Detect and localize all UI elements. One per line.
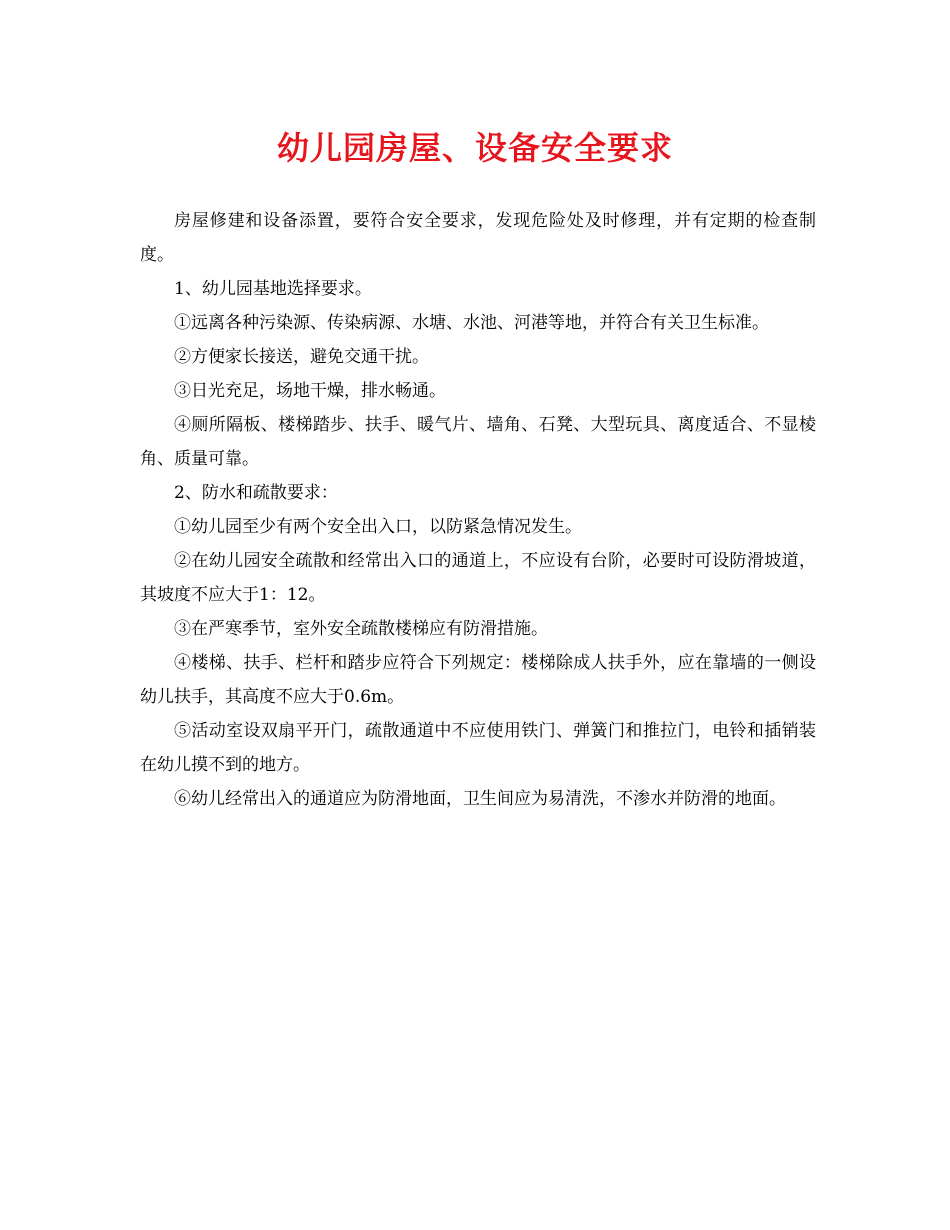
document-body — [140, 204, 816, 816]
document-title: 幼儿园房屋、设备安全要求 — [276, 129, 673, 167]
section-heading-evacuation: 2、防水和疏散要求： — [174, 483, 338, 503]
list-item: ③日光充足，场地干燥，排水畅通。 — [174, 381, 446, 401]
list-item: ①幼儿园至少有两个安全出入口，以防紧急情况发生。 — [174, 517, 582, 537]
list-item: ①远离各种污染源、传染病源、水塘、水池、河港等地，并符合有关卫生标准。 — [174, 313, 769, 333]
list-item: ②在幼儿园安全疏散和经常出入口的通道上，不应设有台阶，必要时可设防滑坡道，其坡度不应大于1：12。 — [140, 551, 816, 605]
list-item: ②方便家长接送，避免交通干扰。 — [174, 347, 429, 367]
list-item: ⑥幼儿经常出入的通道应为防滑地面，卫生间应为易清洗，不渗水并防滑的地面。 — [174, 789, 786, 809]
list-item: ④厕所隔板、楼梯踏步、扶手、暖气片、墙角、石凳、大型玩具、离度适合、不显棱角、质量可靠。 — [140, 415, 816, 469]
list-item: ③在严寒季节，室外安全疏散楼梯应有防滑措施。 — [174, 619, 548, 639]
list-item: ⑤活动室设双扇平开门，疏散通道中不应使用铁门、弹簧门和推拉门，电铃和插销装在幼儿摸不到的地方。 — [140, 721, 816, 775]
list-item: ④楼梯、扶手、栏杆和踏步应符合下列规定：楼梯除成人扶手外，应在靠墙的一侧设幼儿扶手，其高度不应大于0.6m。 — [140, 653, 816, 707]
paragraph-intro: 房屋修建和设备添置，要符合安全要求，发现危险处及时修理，并有定期的检查制度。 — [140, 211, 816, 265]
section-heading-site-selection: 1、幼儿园基地选择要求。 — [174, 279, 372, 299]
